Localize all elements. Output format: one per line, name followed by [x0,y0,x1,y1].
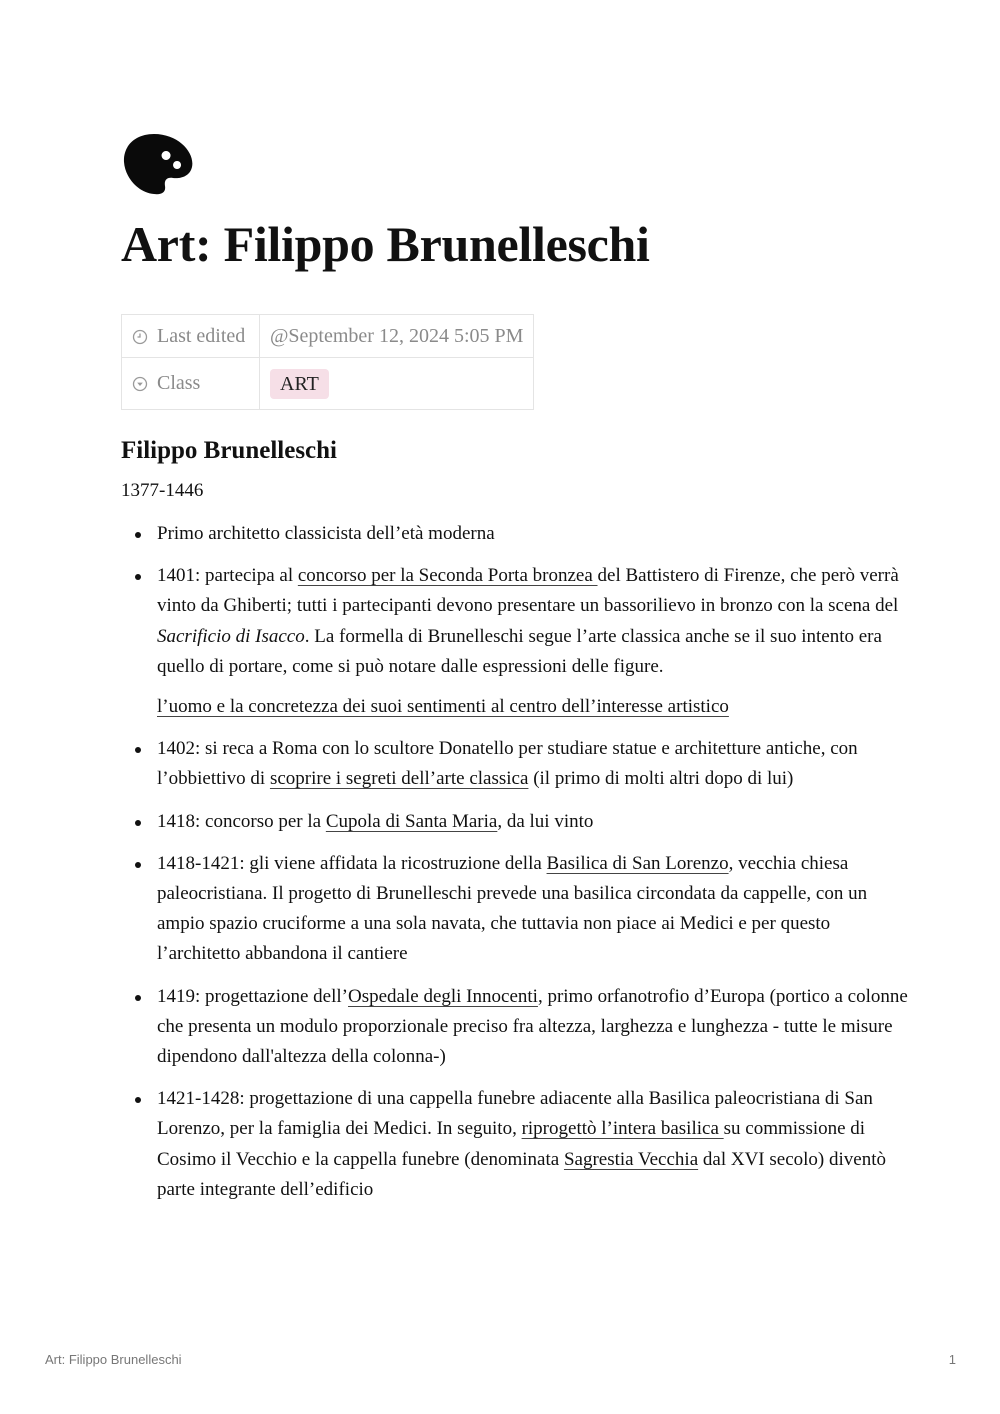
sub-paragraph [157,692,917,722]
list-item-text: del Battistero di Firenze, che però verrà vinto da Ghiberti; tutti i partecipanti devono presentare un bassorilievo in bronzo con la scena del [157,565,899,617]
timeline-list [121,519,917,1217]
underlined-text: Sagrestia Vecchia [563,1148,699,1170]
list-item [157,519,917,549]
list-item-text: 1419: progettazione dell’ [157,985,348,1007]
property-label: Class [157,372,201,394]
list-item [157,982,917,1073]
underlined-text: scoprire i segreti dell’arte classica [269,768,529,790]
list-item-text: Primo architetto classicista dell’età moderna [157,523,495,544]
artist-palette-icon [121,131,195,199]
property-label: Last edited [157,324,246,347]
page-title: Art: Filippo Brunelleschi [121,216,650,272]
property-row-last-edited [122,315,534,358]
section-heading: Filippo Brunelleschi [121,437,338,464]
underlined-text: l’uomo e la concretezza dei suoi sentimenti al centro dell’interesse artistico [157,696,729,718]
property-value: @September 12, 2024 5:05 PM [260,315,534,358]
list-item-text: 1401: partecipa al [157,565,298,587]
underlined-text: Basilica di San Lorenzo [546,852,729,874]
list-item-text: 1418: concorso per la [157,810,326,832]
list-item [157,849,917,970]
underlined-text: concorso per la Seconda Porta bronzea [297,565,598,587]
list-item [157,734,917,794]
list-item-text: su commissione di Cosimo il Vecchio e la cappella funebre (denominata [157,1118,866,1170]
list-item-text: dal XVI secolo) diventò parte integrante dell’edificio [157,1148,886,1200]
clock-icon [132,329,148,345]
underlined-text: Ospedale degli Innocenti [348,985,538,1007]
list-item-text: , da lui vinto [497,810,594,832]
list-item-text: 1418-1421: gli viene affidata la ricostruzione della [157,852,547,874]
list-item-text: , vecchia chiesa paleocristiana. Il progetto di Brunelleschi prevede una basilica circondata da cappelle, con un ampio spazio cruciforme a una sola navata, che tuttavia non piace ai Medici e per questo l’architetto abbandona il cantiere [157,852,868,965]
list-item-text: , primo orfanotrofio d’Europa (portico a colonne che presenta un modulo proporzionale preciso fra altezza, larghezza e lunghezza - tutte le misure dipendono dall'altezza della colonna-) [157,985,908,1068]
list-item [157,561,917,722]
list-item-text: (il primo di molti altri dopo di lui) [528,768,794,790]
class-tag[interactable]: ART [270,369,329,399]
page-number: 1 [948,1352,956,1367]
property-key [122,315,260,358]
life-dates: 1377-1446 [121,480,204,501]
list-item-text: 1402: si reca a Roma con lo scultore Donatello per studiare statue e architetture antiche, con l’obbiettivo di [157,738,858,790]
underlined-text: Cupola di Santa Maria [325,810,498,832]
footer-title: Art: Filippo Brunelleschi [45,1352,182,1367]
property-value [260,358,534,410]
property-row-class [122,358,534,410]
italic-text: Sacrificio di Isacco [157,625,305,647]
list-item [157,807,917,837]
properties-table [121,314,534,410]
list-item-text: . La formella di Brunelleschi segue l’arte classica anche se il suo intento era quello di portare, come si può notare dalle espressioni delle figure. [157,625,882,677]
list-item [157,1084,917,1205]
select-icon [132,376,148,392]
property-key [122,358,260,410]
underlined-text: riprogettò l’intera basilica [521,1118,724,1140]
list-item-text: 1421-1428: progettazione di una cappella funebre adiacente alla Basilica paleocristiana di San Lorenzo, per la famiglia dei Medici. In seguito, [157,1088,873,1140]
